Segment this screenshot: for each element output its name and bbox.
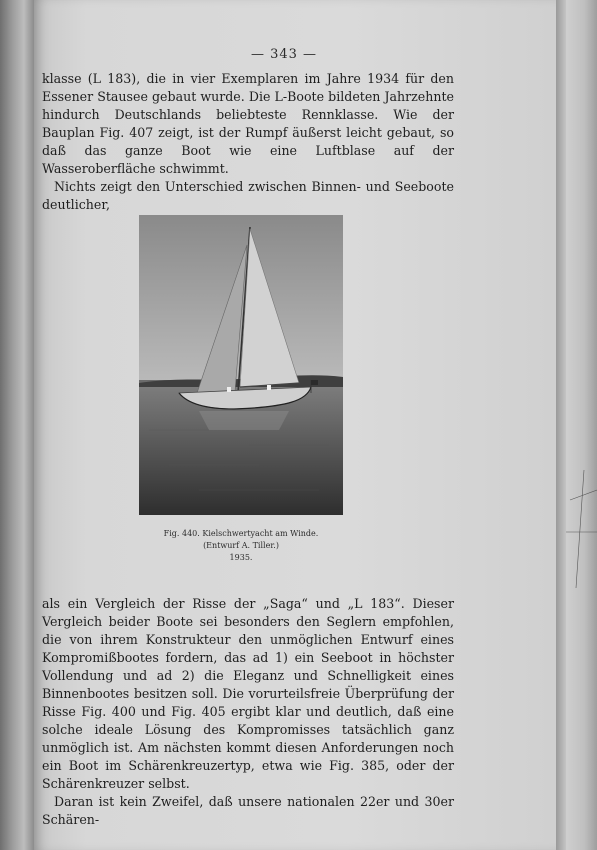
page-edge — [556, 0, 566, 850]
paragraph: klasse (L 183), die in vier Exemplaren im Jahre 1934 für den Essener Stausee gebaut wurde. Die L-Boote bildeten Jahrzehnte hindurch Deutschlands beliebteste Rennklasse. Wie der Bauplan Fig. 407 zeigt, ist der Rumpf äußerst leicht gebaut, so daß das ganze Boot wie eine Luftblase auf der Wasseroberfläche schwimmt. — [42, 71, 454, 176]
sailboat-photo — [139, 215, 343, 515]
paragraph: Daran ist kein Zweifel, daß unsere nationalen 22er und 30er Schären- — [42, 794, 454, 827]
figure-caption — [134, 528, 348, 564]
caption-line: (Entwurf A. Tiller.) — [203, 541, 279, 550]
book-page — [34, 0, 556, 850]
text-block-bottom — [42, 595, 454, 829]
text-block-top — [42, 70, 454, 214]
binding-gutter — [0, 0, 34, 850]
page-stack — [566, 0, 597, 850]
paragraph: als ein Vergleich der Risse der „Saga“ und „L 183“. Dieser Vergleich beider Boote sei besonders den Seglern empfohlen, die von ihrem Konstrukteur den unmöglichen Entwurf eines Kompromißbootes fordern, das ad 1) ein Seeboot in höchster Vollendung und ad 2) die Eleganz und Schnelligkeit eines Binnenbootes besitzen soll. Die vorurteilsfreie Überprüfung der Risse Fig. 400 und Fig. 405 ergibt klar und deutlich, daß eine solche ideale Lösung des Kompromisses tatsächlich ganz unmöglich ist. Am nächsten kommt diesen Anforderungen noch ein Boot im Schärenkreuzertyp, etwa wie Fig. 385, oder der Schärenkreuzer selbst. — [42, 596, 454, 791]
caption-line: 1935. — [229, 553, 253, 562]
page-number: — 343 — — [250, 47, 318, 62]
caption-line: Fig. 440. Kielschwertyacht am Winde. — [163, 529, 319, 538]
next-page-drawing-lines — [566, 470, 597, 590]
paragraph: Nichts zeigt den Unterschied zwischen Binnen- und Seeboote deutlicher, — [42, 179, 454, 212]
